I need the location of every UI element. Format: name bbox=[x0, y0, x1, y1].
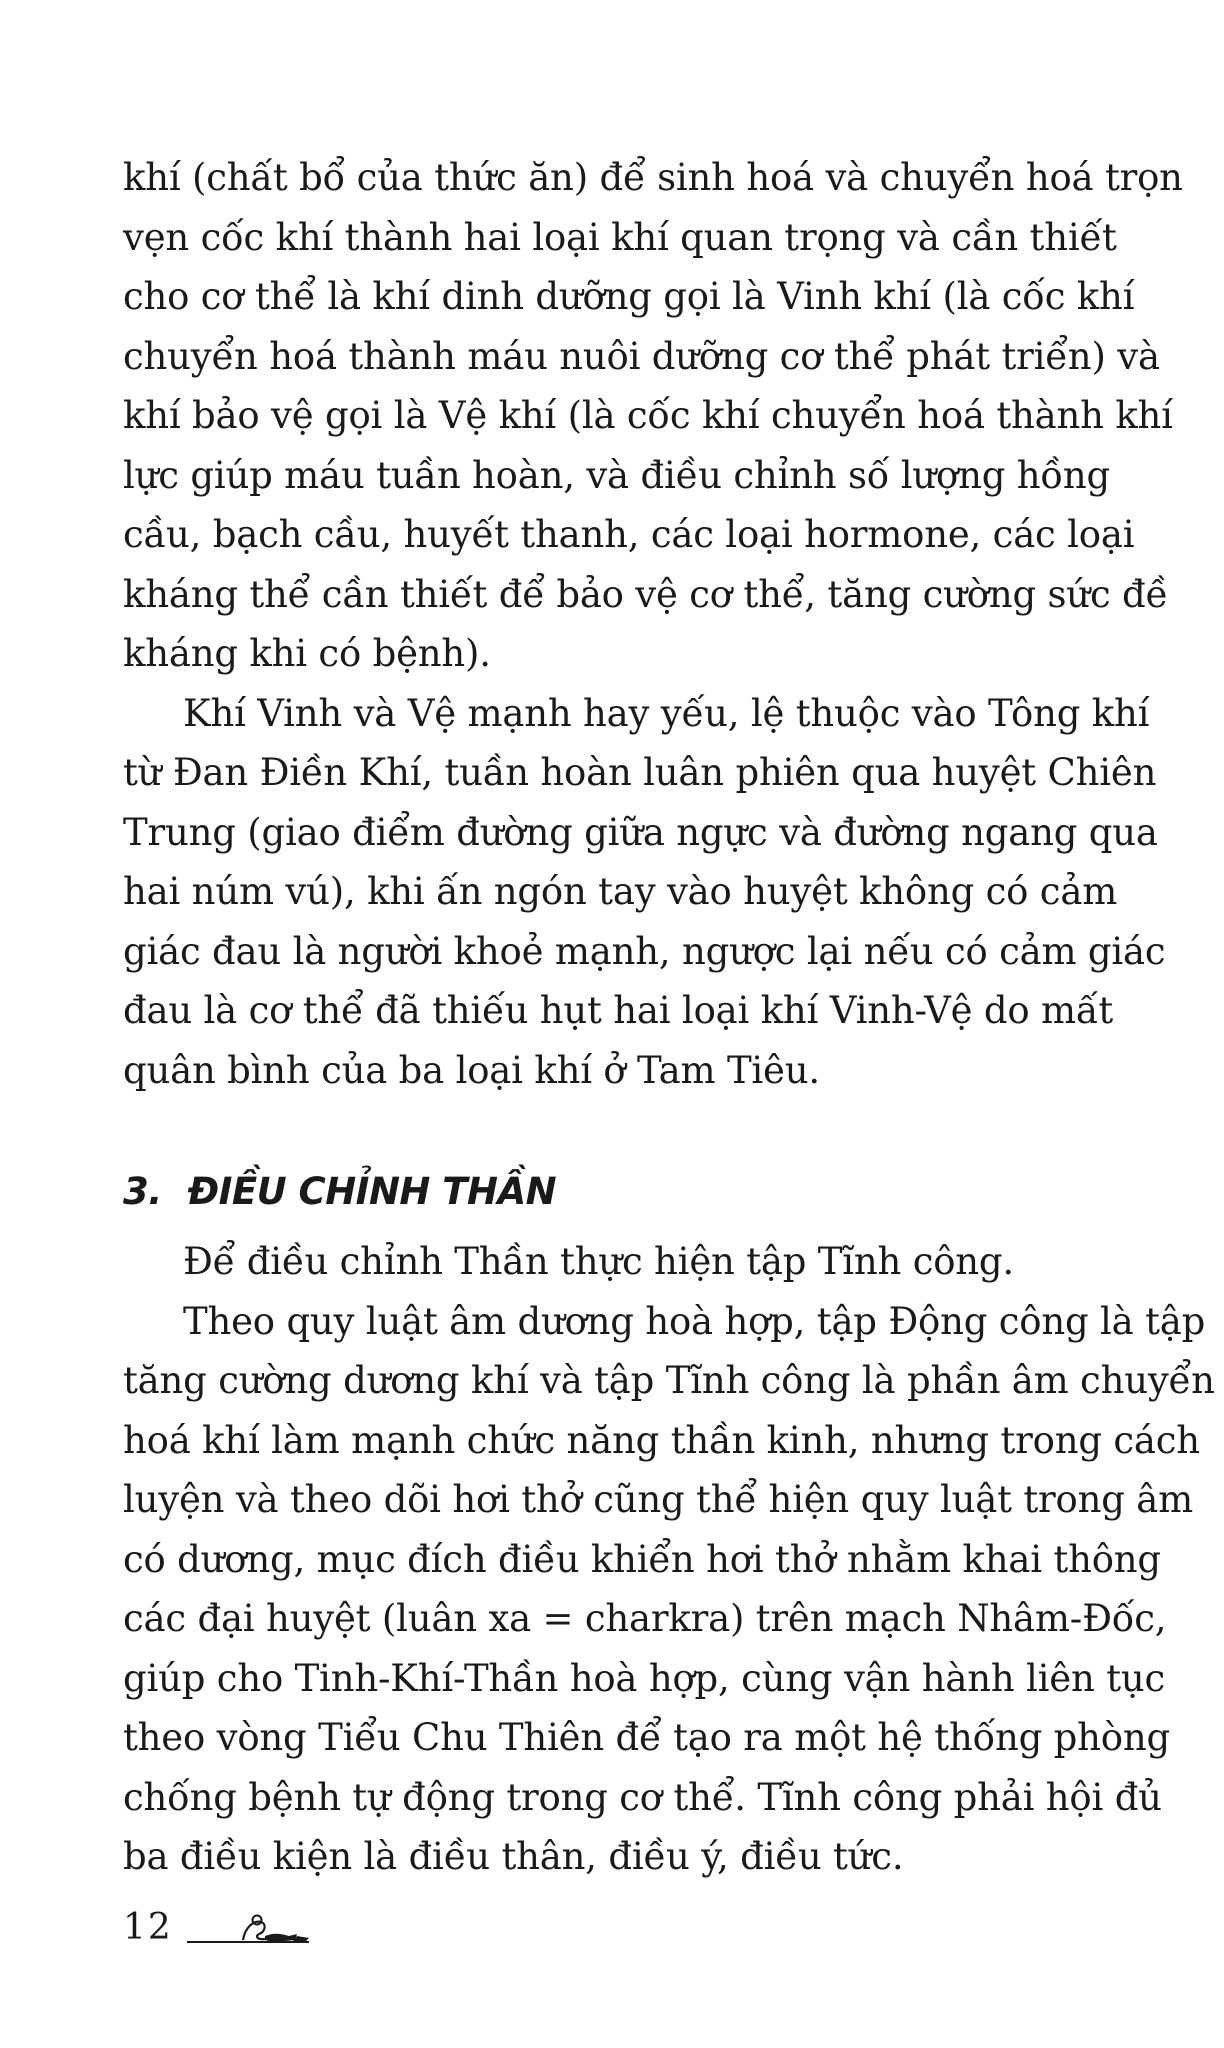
text-line: khí bảo vệ gọi là Vệ khí (là cốc khí chuyển hoá thành khí bbox=[123, 394, 1173, 437]
text-line: lực giúp máu tuần hoàn, và điều chỉnh số lượng hồng bbox=[123, 453, 1110, 497]
text-line: quân bình của ba loại khí ở Tam Tiêu. bbox=[123, 1048, 820, 1092]
text-line: có dương, mục đích điều khiển hơi thở nhằm khai thông bbox=[123, 1537, 1161, 1581]
text-line: chuyển hoá thành máu nuôi dưỡng cơ thể phát triển) và bbox=[123, 334, 1160, 378]
text-line: hai núm vú), khi ấn ngón tay vào huyệt không có cảm bbox=[123, 870, 1118, 913]
text-line: kháng khi có bệnh). bbox=[123, 632, 491, 675]
text-line: từ Đan Điền Khí, tuần hoàn luân phiên qua huyệt Chiên bbox=[123, 751, 1157, 794]
text-line: hoá khí làm mạnh chức năng thần kinh, nhưng trong cách bbox=[123, 1418, 1200, 1462]
text-line: đau là cơ thể đã thiếu hụt hai loại khí Vinh-Vệ do mất bbox=[123, 989, 1114, 1032]
text-line: luyện và theo dõi hơi thở cũng thể hiện quy luật trong âm bbox=[123, 1478, 1193, 1521]
text-line: kháng thể cần thiết để bảo vệ cơ thể, tăng cường sức đề bbox=[123, 572, 1169, 616]
paragraph-first-line: Khí Vinh và Vệ mạnh hay yếu, lệ thuộc vào Tông khí bbox=[183, 691, 1150, 735]
text-line: Trung (giao điểm đường giữa ngực và đường ngang qua bbox=[123, 810, 1158, 854]
text-line: giúp cho Tinh-Khí-Thần hoà hợp, cùng vận hành liên tục bbox=[123, 1656, 1166, 1700]
text-line: ba điều kiện là điều thân, điều ý, điều tức. bbox=[123, 1835, 904, 1878]
page-footer bbox=[123, 1906, 315, 1946]
text-line: các đại huyệt (luân xa = charkra) trên mạch Nhâm-Đốc, bbox=[123, 1597, 1167, 1640]
reclining-figure-icon bbox=[185, 1906, 315, 1946]
text-line: cho cơ thể là khí dinh dưỡng gọi là Vinh khí (là cốc khí bbox=[123, 275, 1135, 318]
text-line: tăng cường dương khí và tập Tĩnh công là phần âm chuyển bbox=[123, 1359, 1215, 1402]
section-heading bbox=[123, 1170, 556, 1213]
text-line: chống bệnh tự động trong cơ thể. Tĩnh công phải hội đủ bbox=[123, 1775, 1162, 1819]
body-text-bottom bbox=[123, 1232, 1215, 1887]
section-title: ĐIỀU CHỈNH THẦN bbox=[187, 1170, 557, 1213]
text-line: theo vòng Tiểu Chu Thiên để tạo ra một hệ thống phòng bbox=[123, 1716, 1170, 1759]
text-line: vẹn cốc khí thành hai loại khí quan trọng và cần thiết bbox=[123, 215, 1117, 259]
text-line: cầu, bạch cầu, huyết thanh, các loại hormone, các loại bbox=[123, 513, 1135, 556]
text-line: giác đau là người khoẻ mạnh, ngược lại nếu có cảm giác bbox=[123, 929, 1166, 973]
body-text-top bbox=[123, 148, 1183, 1100]
section-number: 3. bbox=[123, 1170, 162, 1213]
text-line: khí (chất bổ của thức ăn) để sinh hoá và chuyển hoá trọn bbox=[123, 156, 1183, 199]
paragraph-first-line: Theo quy luật âm dương hoà hợp, tập Động công là tập bbox=[183, 1299, 1206, 1343]
page-number: 12 bbox=[123, 1907, 173, 1948]
paragraph-first-line: Để điều chỉnh Thần thực hiện tập Tĩnh công. bbox=[183, 1240, 1014, 1283]
